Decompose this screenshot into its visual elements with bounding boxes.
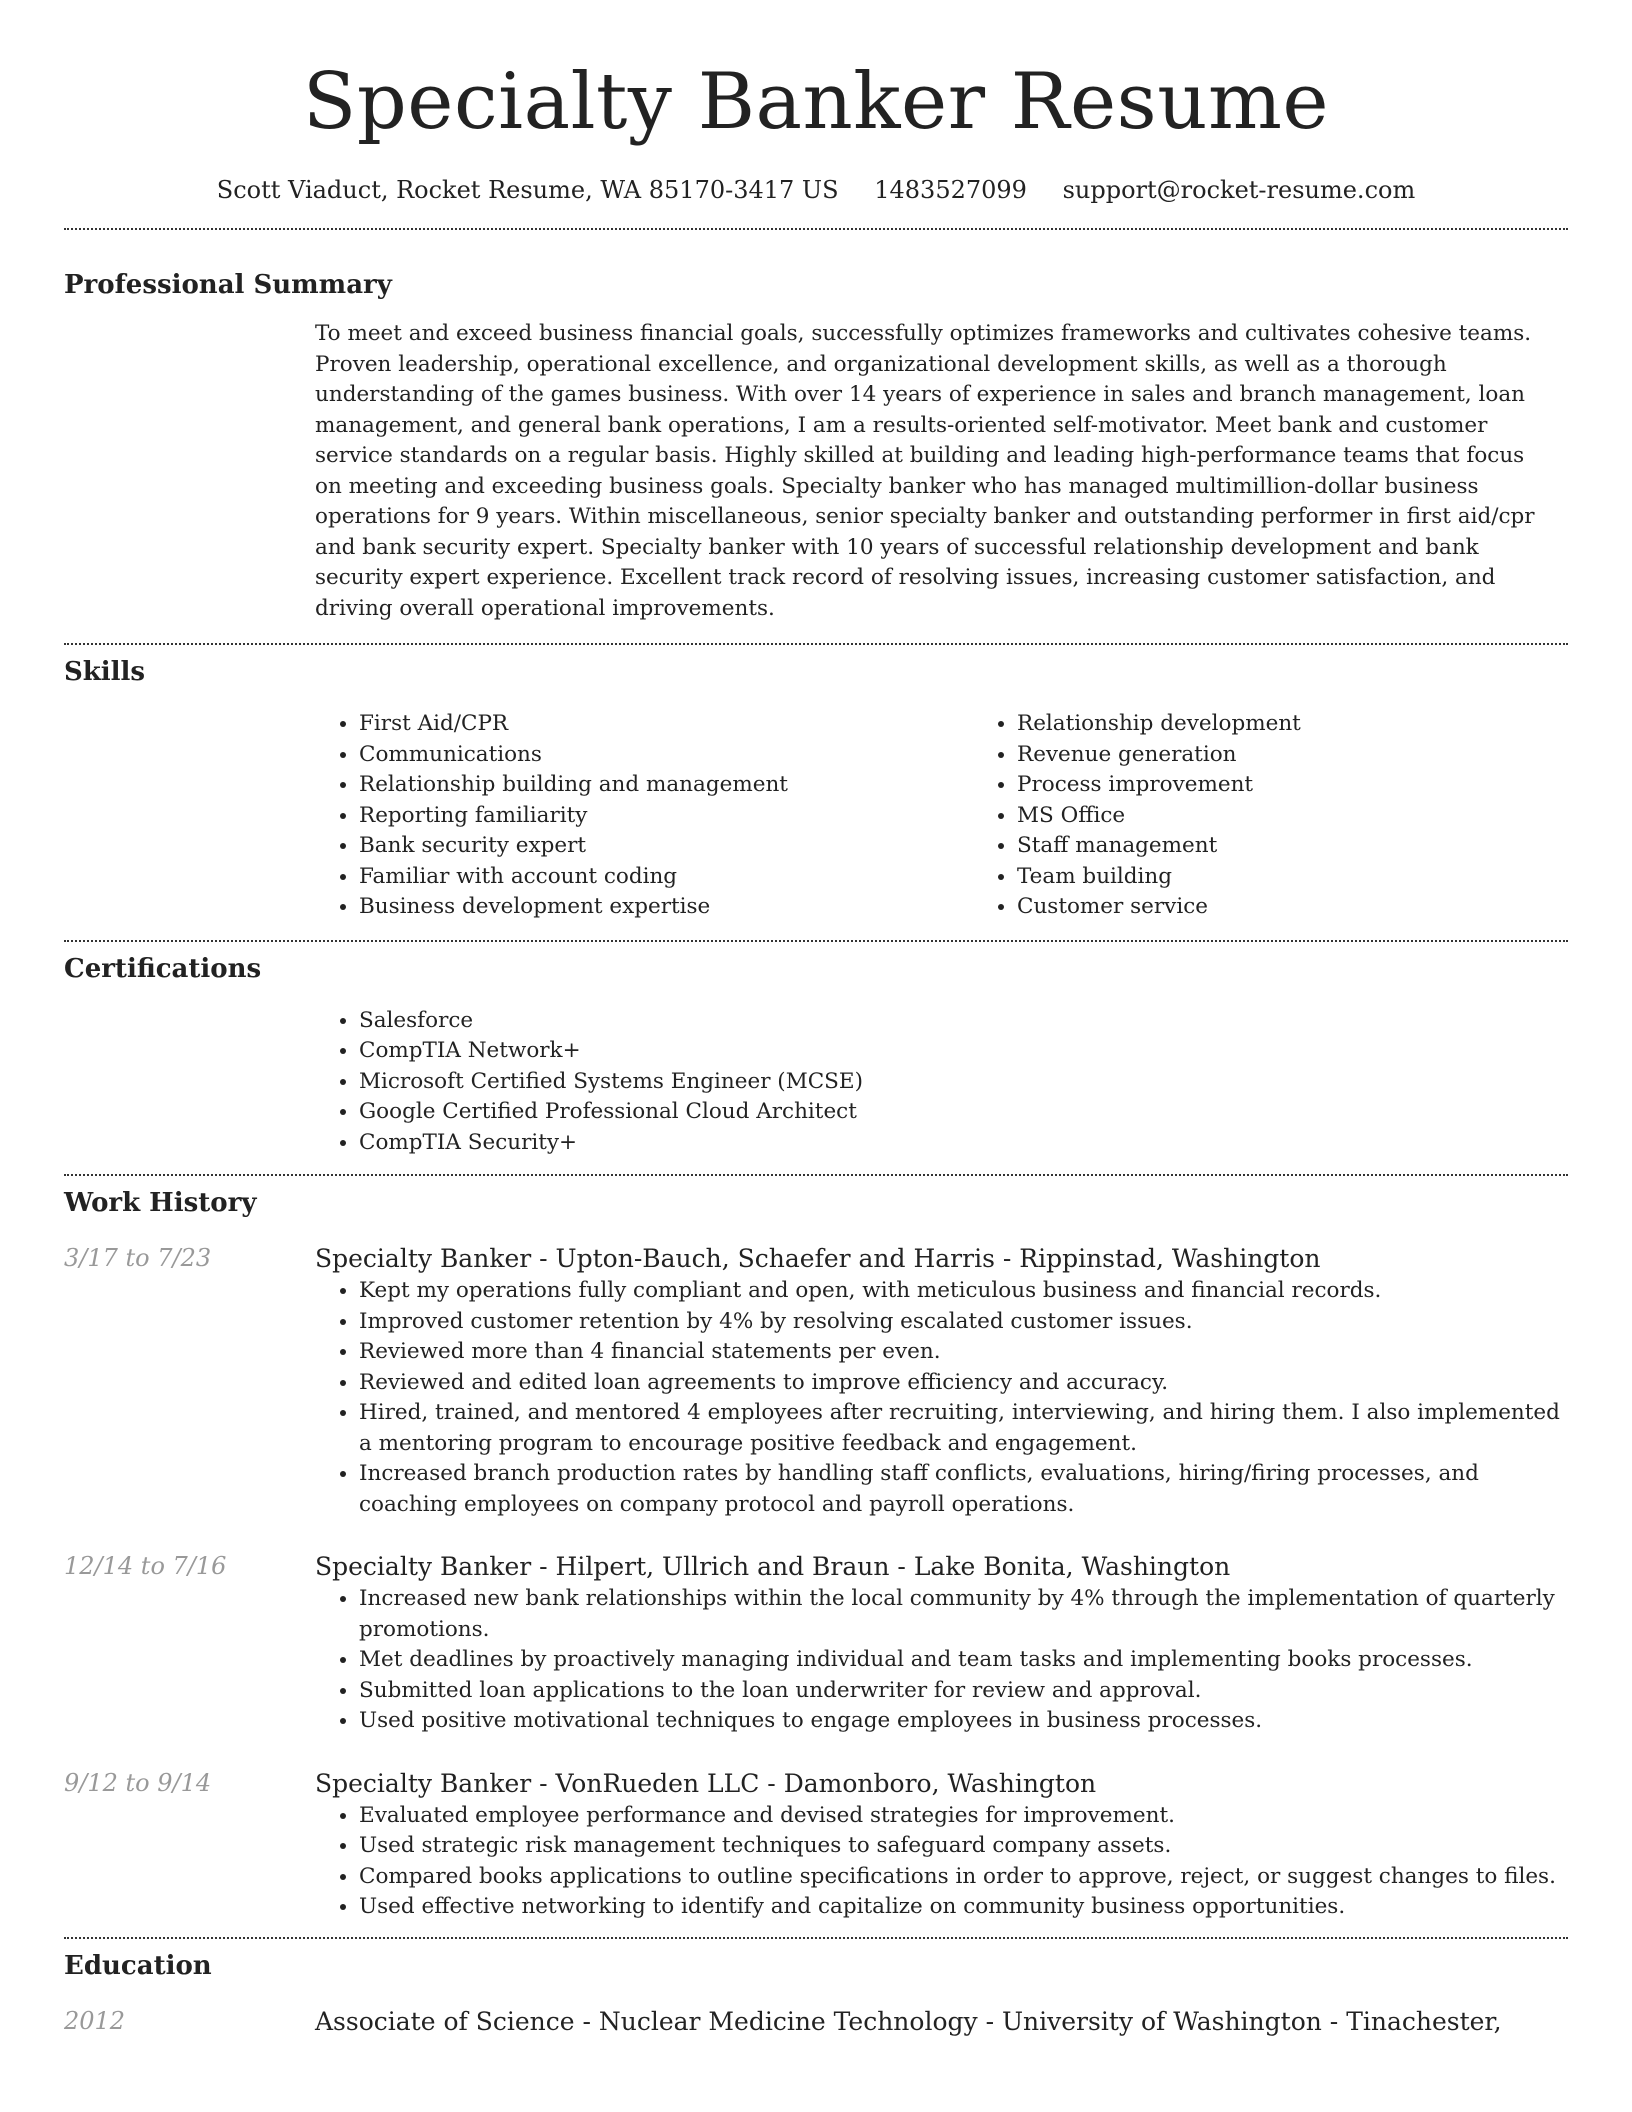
- certification-item: • CompTIA Network+: [359, 1036, 1568, 1067]
- job-dates: 12/14 to 7/16: [64, 1552, 227, 1580]
- job-bullet: • Compared books applications to outline specifications in order to approve, reject, or suggest changes to files.: [359, 1862, 1568, 1893]
- skill-item: • Revenue generation: [1017, 740, 1631, 771]
- job-entry: [64, 1767, 1568, 1923]
- job-bullet: • Kept my operations fully compliant and open, with meticulous business and financial records.: [359, 1276, 1568, 1307]
- certifications-section: [64, 952, 1568, 1159]
- summary-text: To meet and exceed business financial goals, successfully optimizes frameworks and cultivates cohesive teams. Proven leadership, operational excellence, and organizational development skills, as well as a thorough understanding of the games business. With over 14 years of experience in sales and branch management, loan management, and general bank operations, I am a results-oriented self-motivator. Meet bank and customer service standards on a regular basis. Highly skilled at building and leading high-performance teams that focus on meeting and exceeding business goals. Specialty banker who has managed multimillion-dollar business operations for 9 years. Within miscellaneous, senior specialty banker and outstanding performer in first aid/cpr and bank security expert. Specialty banker with 10 years of successful relationship development and bank security expert experience. Excellent track record of resolving issues, increasing customer satisfaction, and driving overall operational improvements.: [315, 321, 1535, 621]
- summary-left-gutter: [64, 319, 315, 624]
- certifications-left-gutter: [64, 1006, 315, 1159]
- education-entry: [64, 2005, 1568, 2039]
- job-bullet: • Used strategic risk management techniques to safeguard company assets.: [359, 1831, 1568, 1862]
- job-bullets: [315, 1584, 1568, 1737]
- skill-item: • Process improvement: [1017, 770, 1631, 801]
- job-bullet: • Submitted loan applications to the loan underwriter for review and approval.: [359, 1676, 1568, 1707]
- skill-item: • Team building: [1017, 862, 1631, 893]
- skills-list-right: [973, 709, 1631, 923]
- job-entry: [64, 1242, 1568, 1520]
- job-bullet: • Reviewed more than 4 financial statements per even.: [359, 1337, 1568, 1368]
- job-bullet: • Hired, trained, and mentored 4 employees after recruiting, interviewing, and hiring them. I also implemented a mentoring program to encourage positive feedback and engagement.: [359, 1398, 1568, 1459]
- skill-item: • Customer service: [1017, 892, 1631, 923]
- summary-row: [64, 319, 1568, 624]
- work-history-section: [64, 1186, 1568, 1923]
- job-dates: 9/12 to 9/14: [64, 1768, 212, 1797]
- skill-item: • Familiar with account coding: [359, 862, 973, 893]
- skill-item: • Communications: [359, 740, 973, 771]
- education-body: [315, 2005, 1568, 2039]
- job-title: Specialty Banker - VonRueden LLC - Damonboro, Washington: [315, 1768, 1097, 1798]
- skill-item: • First Aid/CPR: [359, 709, 973, 740]
- job-bullets: [315, 1276, 1568, 1520]
- certification-item: • Salesforce: [359, 1006, 1568, 1037]
- certification-item: • CompTIA Security+: [359, 1128, 1568, 1159]
- job-entry: [64, 1550, 1568, 1737]
- work-history-heading: Work History: [64, 1188, 257, 1218]
- skill-item: • Bank security expert: [359, 831, 973, 862]
- job-bullet: • Used positive motivational techniques to engage employees in business processes.: [359, 1706, 1568, 1737]
- job-title: Specialty Banker - Upton-Bauch, Schaefer and Harris - Rippinstad, Washington: [315, 1244, 1321, 1273]
- skills-heading: Skills: [64, 657, 146, 687]
- certifications-list: [315, 1006, 1568, 1159]
- summary-heading: Professional Summary: [64, 270, 392, 300]
- contact-line: [64, 174, 1568, 206]
- contact-address: Scott Viaduct, Rocket Resume, WA 85170-3417 US: [216, 176, 839, 204]
- job-bullet: • Used effective networking to identify and capitalize on community business opportunities.: [359, 1892, 1568, 1923]
- job-body: [315, 1767, 1568, 1923]
- certifications-divider: [64, 1174, 1568, 1176]
- skills-grid: [315, 709, 1631, 923]
- job-body: [315, 1242, 1568, 1520]
- certifications-row: [64, 1006, 1568, 1159]
- job-bullet: • Increased new bank relationships within the local community by 4% through the implementation of quarterly promotions.: [359, 1584, 1568, 1645]
- summary-section: [64, 268, 1568, 624]
- job-title: Specialty Banker - Hilpert, Ullrich and Braun - Lake Bonita, Washington: [315, 1552, 1231, 1581]
- skills-left-gutter: [64, 709, 315, 923]
- job-bullet: • Evaluated employee performance and devised strategies for improvement.: [359, 1801, 1568, 1832]
- resume-title: Specialty Banker Resume: [302, 57, 1330, 147]
- education-year: 2012: [64, 2006, 126, 2035]
- education-title: Associate of Science - Nuclear Medicine Technology - University of Washington - Tinachester,: [315, 2006, 1502, 2036]
- skills-section: [64, 655, 1568, 923]
- contact-phone: 1483527099: [874, 176, 1027, 204]
- skill-item: • Reporting familiarity: [359, 801, 973, 832]
- skills-divider: [64, 940, 1568, 942]
- job-body: [315, 1550, 1568, 1737]
- certifications-body: [315, 1006, 1568, 1159]
- job-bullets: [315, 1801, 1568, 1923]
- job-bullet: • Increased branch production rates by handling staff conflicts, evaluations, hiring/firing processes, and coaching employees on company protocol and payroll operations.: [359, 1459, 1568, 1520]
- certification-item: • Google Certified Professional Cloud Architect: [359, 1097, 1568, 1128]
- job-dates: 3/17 to 7/23: [64, 1244, 212, 1272]
- certification-item: • Microsoft Certified Systems Engineer (MCSE): [359, 1067, 1568, 1098]
- contact-email: support@rocket-resume.com: [1062, 176, 1416, 204]
- skill-item: • Staff management: [1017, 831, 1631, 862]
- header-divider: [64, 228, 1568, 230]
- summary-body: [315, 319, 1568, 624]
- job-bullet: • Met deadlines by proactively managing individual and team tasks and implementing books processes.: [359, 1645, 1568, 1676]
- skills-list-left: [315, 709, 973, 923]
- education-section: [64, 1949, 1568, 2039]
- skill-item: • Relationship development: [1017, 709, 1631, 740]
- certifications-heading: Certifications: [64, 953, 262, 984]
- job-bullet: • Improved customer retention by 4% by resolving escalated customer issues.: [359, 1307, 1568, 1338]
- education-heading: Education: [64, 1950, 212, 1981]
- skills-row: [64, 709, 1568, 923]
- skill-item: • Business development expertise: [359, 892, 973, 923]
- work-history-divider: [64, 1937, 1568, 1939]
- skill-item: • Relationship building and management: [359, 770, 973, 801]
- summary-divider: [64, 643, 1568, 645]
- skill-item: • MS Office: [1017, 801, 1631, 832]
- job-bullet: • Reviewed and edited loan agreements to improve efficiency and accuracy.: [359, 1368, 1568, 1399]
